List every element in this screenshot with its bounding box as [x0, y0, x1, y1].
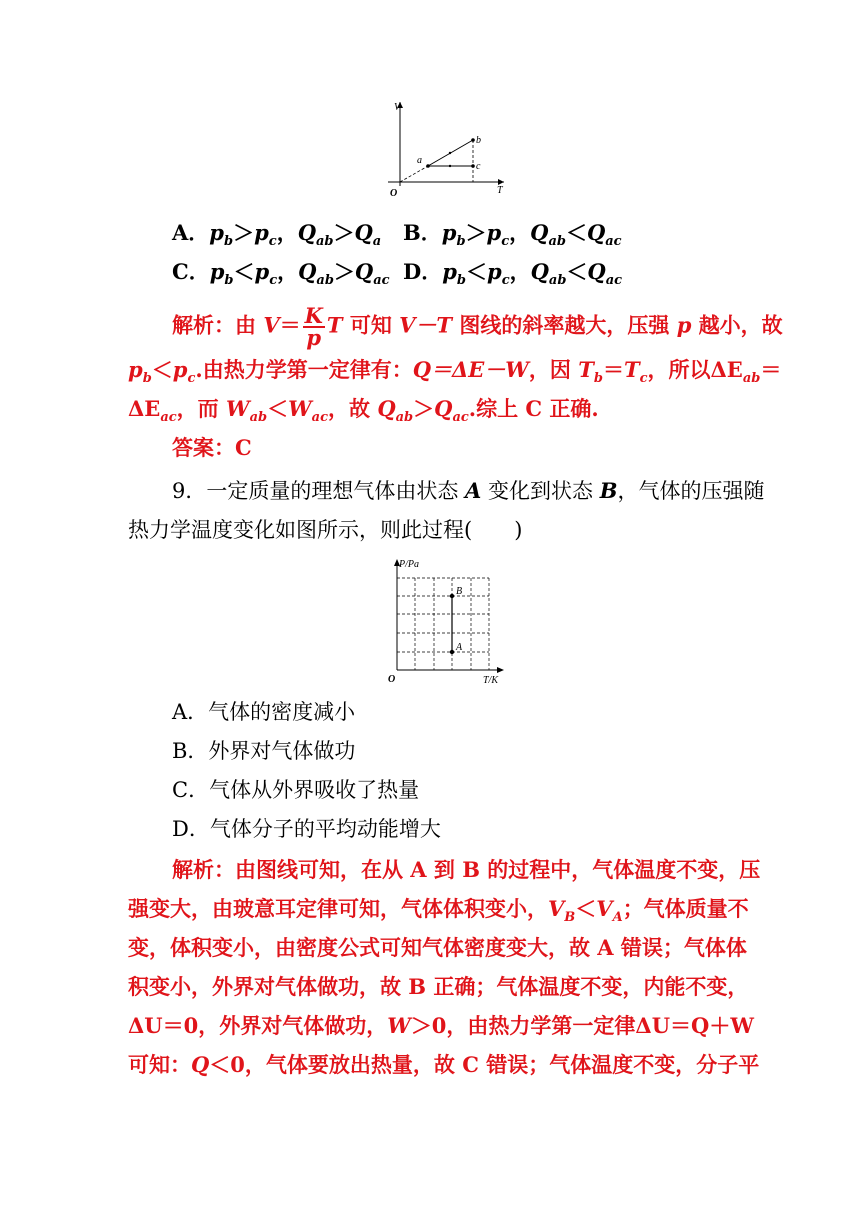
q9-stem-line-2: 热力学温度变化如图所示，则此过程( )	[128, 518, 523, 542]
q9-analysis-line-2: 强变大，由玻意耳定律可知，气体体积变小，$V_B<V_A$；气体质量不	[128, 896, 749, 925]
q8-option-d[interactable]: D．$p_b<p_c$，$Q_{ab}<Q_{ac}$	[403, 259, 623, 288]
q9-option-b[interactable]: B．外界对气体做功	[172, 739, 356, 763]
q8-answer: 答案：C	[172, 435, 252, 460]
q8-option-c[interactable]: C．$p_b<p_c$，$Q_{ab}>Q_{ac}$	[172, 259, 390, 288]
q9-analysis-line-6: 可知：Q＜0，气体要放出热量，故 C 错误；气体温度不变，分子平	[128, 1052, 760, 1077]
p-axis-label: P/Pa	[399, 559, 419, 570]
q8-analysis-line-3: $\Delta E_{ac}$，而 $W_{ab}<W_{ac}$，故 $Q_{ab}>Q_{ac}$.综上 C 正确.	[128, 396, 599, 425]
v-axis-label: V	[394, 102, 401, 113]
k-over-p-fraction: $\frac{K}{p}$	[304, 303, 323, 350]
pt-graph	[383, 556, 509, 688]
state-b-point	[450, 594, 454, 598]
q9-stem-line-1: 9．一定质量的理想气体由状态 A 变化到状态 B，气体的压强随	[172, 478, 765, 503]
q9-option-c[interactable]: C．气体从外界吸收了热量	[172, 778, 420, 802]
point-c-label: c	[476, 161, 481, 172]
q8-analysis-line-2: $p_b<p_c$.由热力学第一定律有：Q＝ΔE－W，因 $T_b=T_c$，所以$\Delta E_{ab}=$	[128, 357, 782, 386]
q9-analysis-line-3: 变，体积变小，由密度公式可知气体密度变大，故 A 错误；气体体	[128, 935, 747, 960]
q9-option-a[interactable]: A．气体的密度减小	[172, 700, 356, 724]
q9-analysis-line-5: ΔU＝0，外界对气体做功，W＞0，由热力学第一定律ΔU＝Q＋W	[128, 1013, 754, 1038]
t-axis-label: T/K	[483, 675, 499, 686]
point-a-label: A	[456, 642, 463, 653]
q9-analysis-line-4: 积变小，外界对气体做功，故 B 正确；气体温度不变，内能不变，	[128, 974, 749, 999]
point-b-label: b	[476, 135, 481, 146]
q8-option-b[interactable]: B．$p_b>p_c$，$Q_{ab}<Q_{ac}$	[403, 220, 622, 249]
point-b-label: B	[456, 586, 463, 597]
vt-graph	[380, 100, 510, 202]
t-axis-label: T	[497, 185, 503, 196]
q9-option-d[interactable]: D．气体分子的平均动能增大	[172, 817, 441, 841]
state-a-point	[450, 650, 454, 654]
q8-analysis-line-1: 解析：由 V＝ $\frac{K}{p}$ T 可知 V－T 图线的斜率越大，压强 p 越小，故	[172, 303, 783, 350]
q9-analysis-line-1: 解析：由图线可知，在从 A 到 B 的过程中，气体温度不变，压	[172, 857, 761, 882]
origin-label: O	[390, 188, 398, 199]
point-a-label: a	[417, 155, 422, 166]
origin-label: O	[388, 674, 396, 685]
q8-option-a[interactable]: A．$p_b>p_c$，$Q_{ab}>Q_a$	[172, 220, 382, 249]
